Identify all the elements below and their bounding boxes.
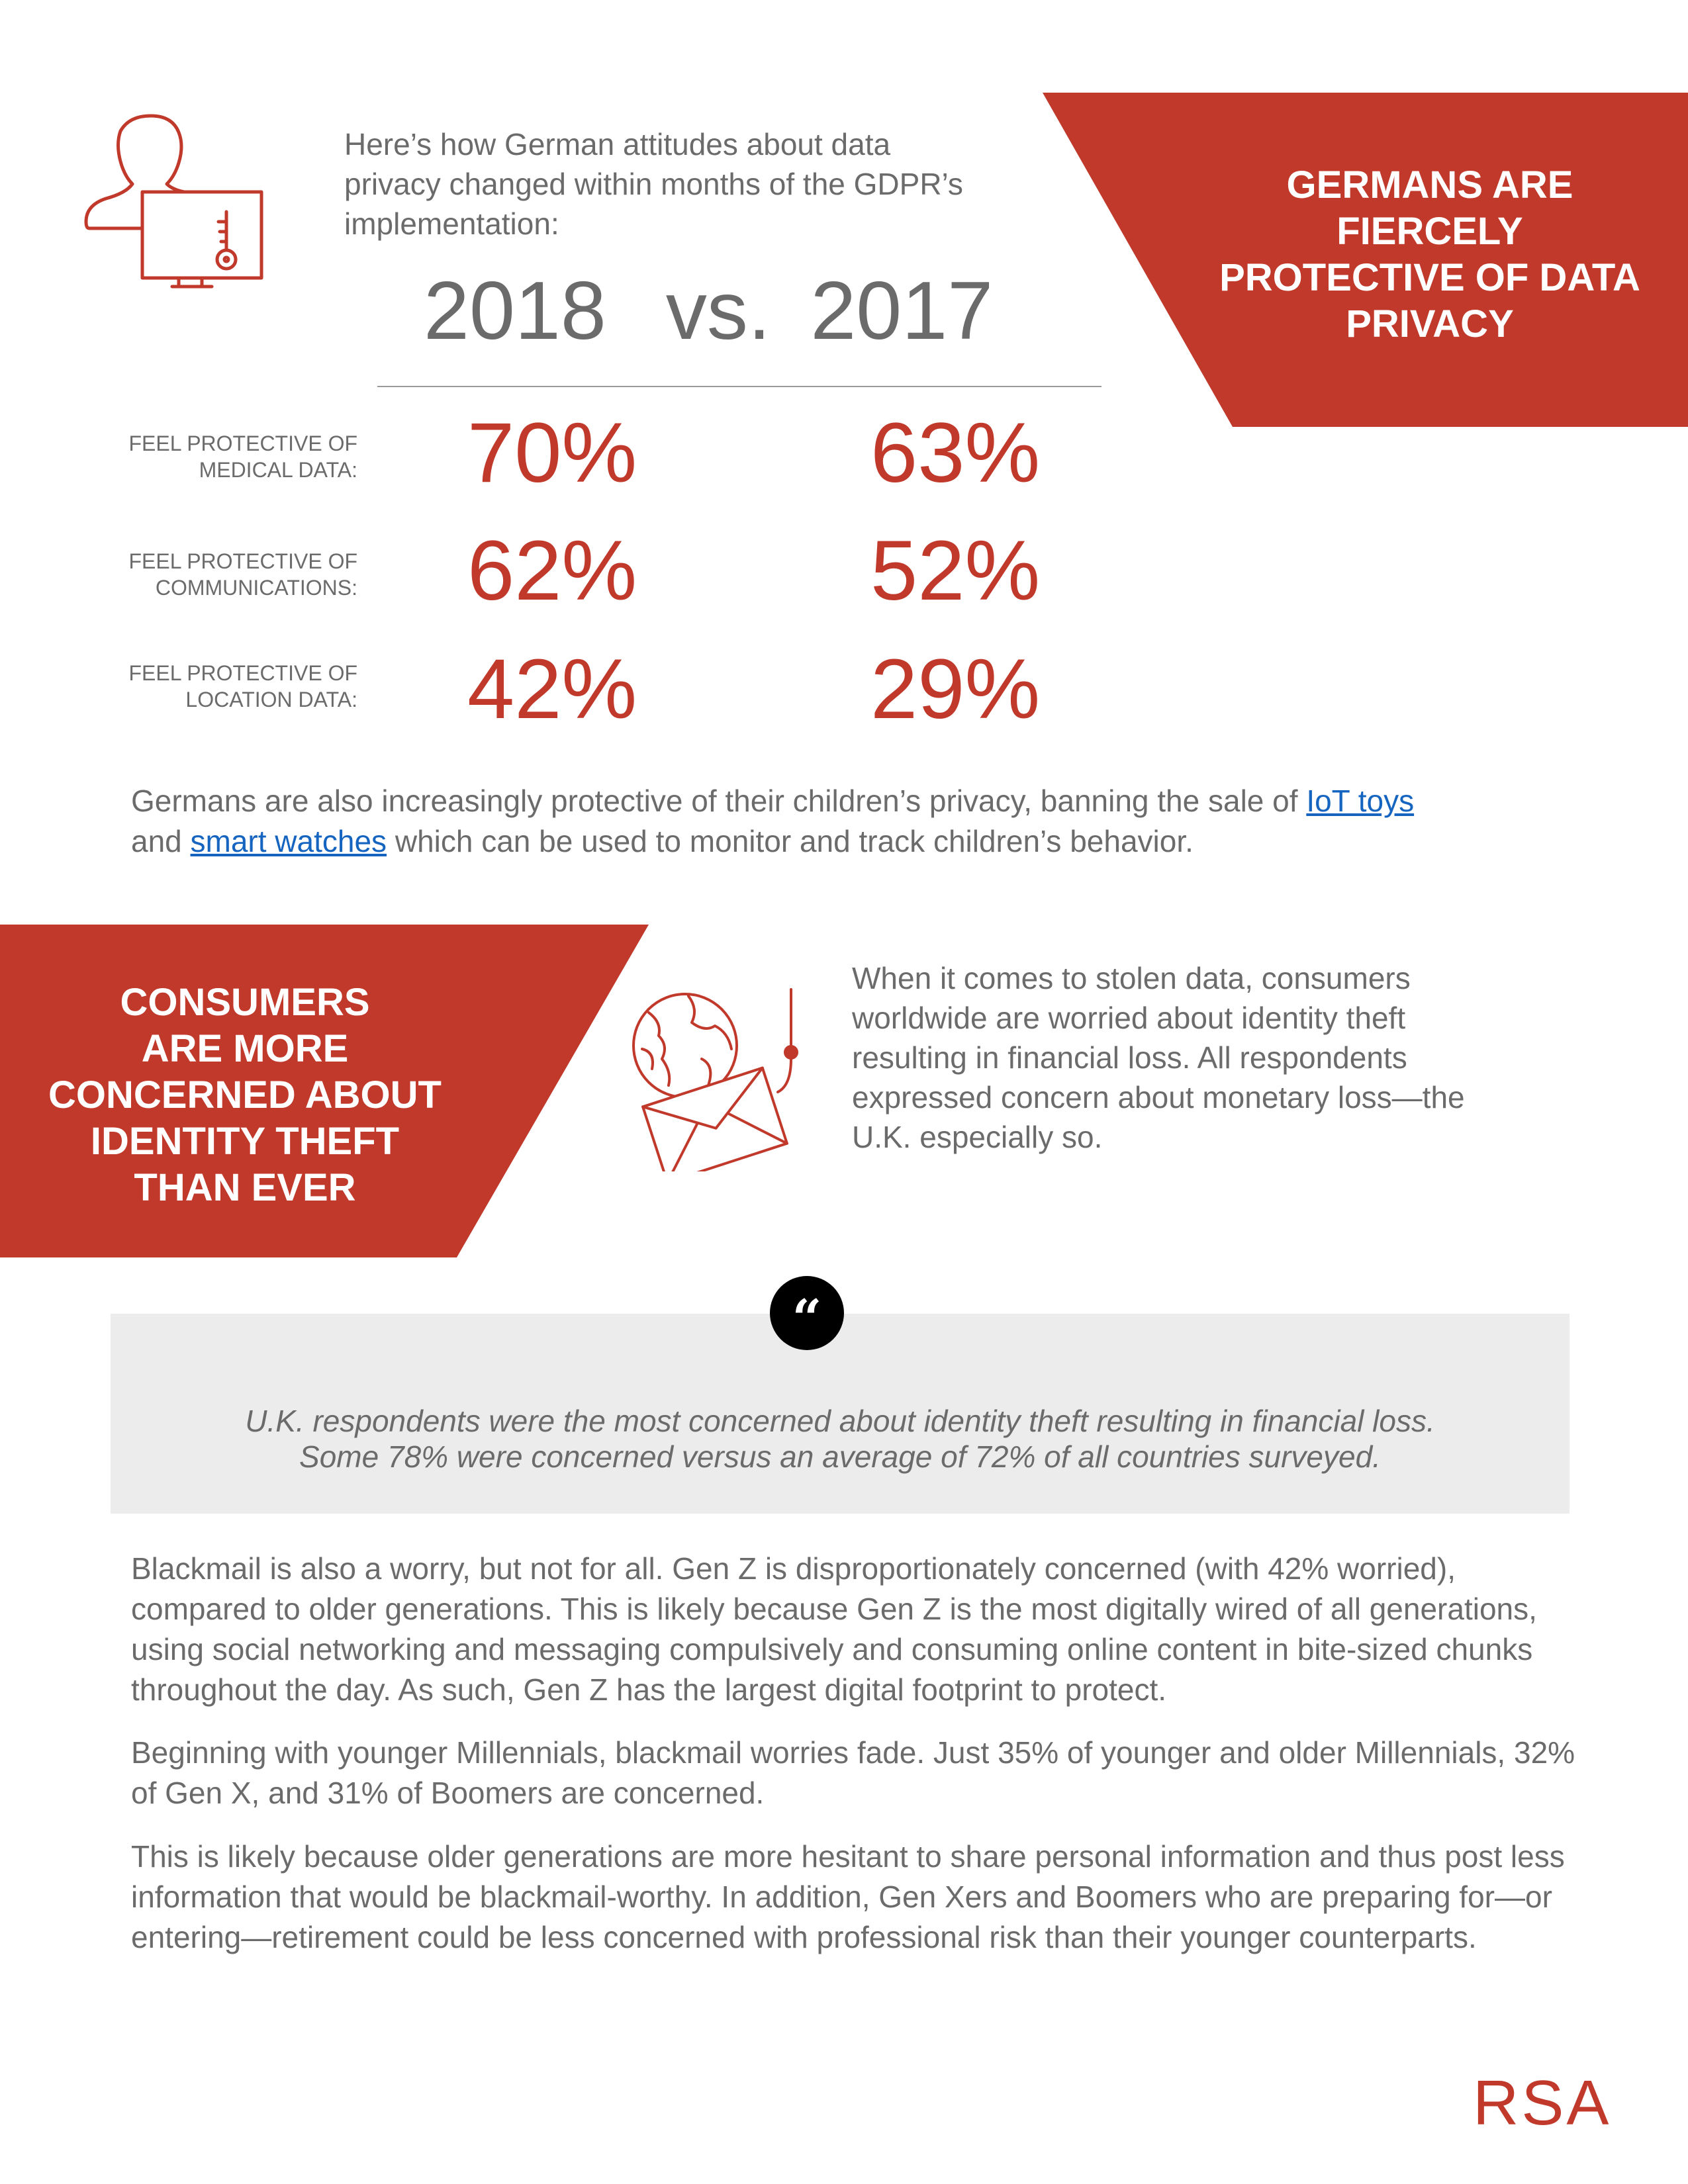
heading-divider [377,386,1102,387]
quote-text [111,1403,1570,1475]
banner-line: CONSUMERS [120,981,370,1024]
banner-line: PRIVACY [1346,302,1514,345]
kids-text-part: and [131,824,191,858]
intro-text: Here’s how German attitudes about data privacy changed within months of the GDPR’s implementation: [344,127,963,241]
stat-value-2018-medical: 70% [467,406,637,500]
stat-label-line: FEEL PROTECTIVE OF [128,661,357,685]
banner-line: ARE MORE [141,1027,349,1070]
millennials-paragraph: Beginning with younger Millennials, blackmail worries fade. Just 35% of younger and older Millennials, 32% of Gen X, and 31% of Boomers are concerned. [131,1735,1575,1810]
year-2017-label: 2017 [810,265,994,357]
quote-line: Some 78% were concerned versus an average of 72% of all countries surveyed. [299,1439,1381,1474]
blackmail-paragraph: Blackmail is also a worry, but not for all. Gen Z is disproportionately concerned (with 42% worried), compared to older generations. This is likely because Gen Z is the most digitally wired of all generations, using social networking and messaging compulsively and consuming online content in bite-sized chunks throughout the day. As such, Gen Z has the largest digital footprint to protect. [131,1551,1537,1707]
stat-label-line: FEEL PROTECTIVE OF [128,549,357,573]
banner-germans-heading [1205,162,1655,347]
banner-line: THAN EVER [134,1166,356,1209]
stat-value-2017-medical: 63% [870,406,1041,500]
banner-line: FIERCELY [1336,210,1523,253]
quote-mark-icon: “ [770,1276,844,1350]
stat-label-medical [99,430,357,483]
older-generations-paragraph: This is likely because older generations are more hesitant to share personal information and thus post less information that would be blackmail-worthy. In addition, Gen Xers and Boomers who are preparing for—or entering—retirement could be less concerned with professional risk than their younger counterparts. [131,1839,1565,1954]
kids-text-part: Germans are also increasingly protective of their children’s privacy, banning the sale of [131,784,1307,818]
banner-line: GERMANS ARE [1286,163,1573,206]
stat-label-line: FEEL PROTECTIVE OF [128,432,357,455]
stat-label-location [99,660,357,713]
rsa-logo-text: RSA [1473,2071,1612,2131]
stat-label-line: MEDICAL DATA: [199,458,357,482]
rsa-logo [1473,2071,1632,2131]
vs-label: vs. [665,265,771,357]
year-2018-label: 2018 [424,265,606,357]
banner-line: CONCERNED ABOUT [48,1073,442,1116]
banner-line: IDENTITY THEFT [90,1120,400,1163]
kids-privacy-paragraph [131,781,1587,862]
stat-label-communications [99,548,357,601]
stat-label-line: COMMUNICATIONS: [155,576,357,600]
stat-value-2018-communications: 62% [467,523,637,618]
year-comparison-heading [424,265,1086,357]
kids-text-part: which can be used to monitor and track children’s behavior. [387,824,1194,858]
quote-line: U.K. respondents were the most concerned about identity theft resulting in financial loss. [245,1404,1435,1438]
banner-line: PROTECTIVE OF DATA [1219,256,1640,299]
stat-value-2018-location: 42% [467,642,637,737]
stat-value-2017-communications: 52% [870,523,1041,618]
banner-consumers-heading [40,979,450,1211]
globe-envelope-hook-icon [622,986,808,1171]
stat-label-line: LOCATION DATA: [185,688,357,711]
stolen-data-paragraph: When it comes to stolen data, consumers worldwide are worried about identity theft resulting in financial loss. All respondents expressed concern about monetary loss—the U.K. especially so. [852,961,1465,1154]
iot-toys-link[interactable]: IoT toys [1306,784,1415,818]
stat-value-2017-location: 29% [870,642,1041,737]
smart-watches-link[interactable]: smart watches [190,824,387,858]
user-monitor-key-icon [79,113,271,298]
